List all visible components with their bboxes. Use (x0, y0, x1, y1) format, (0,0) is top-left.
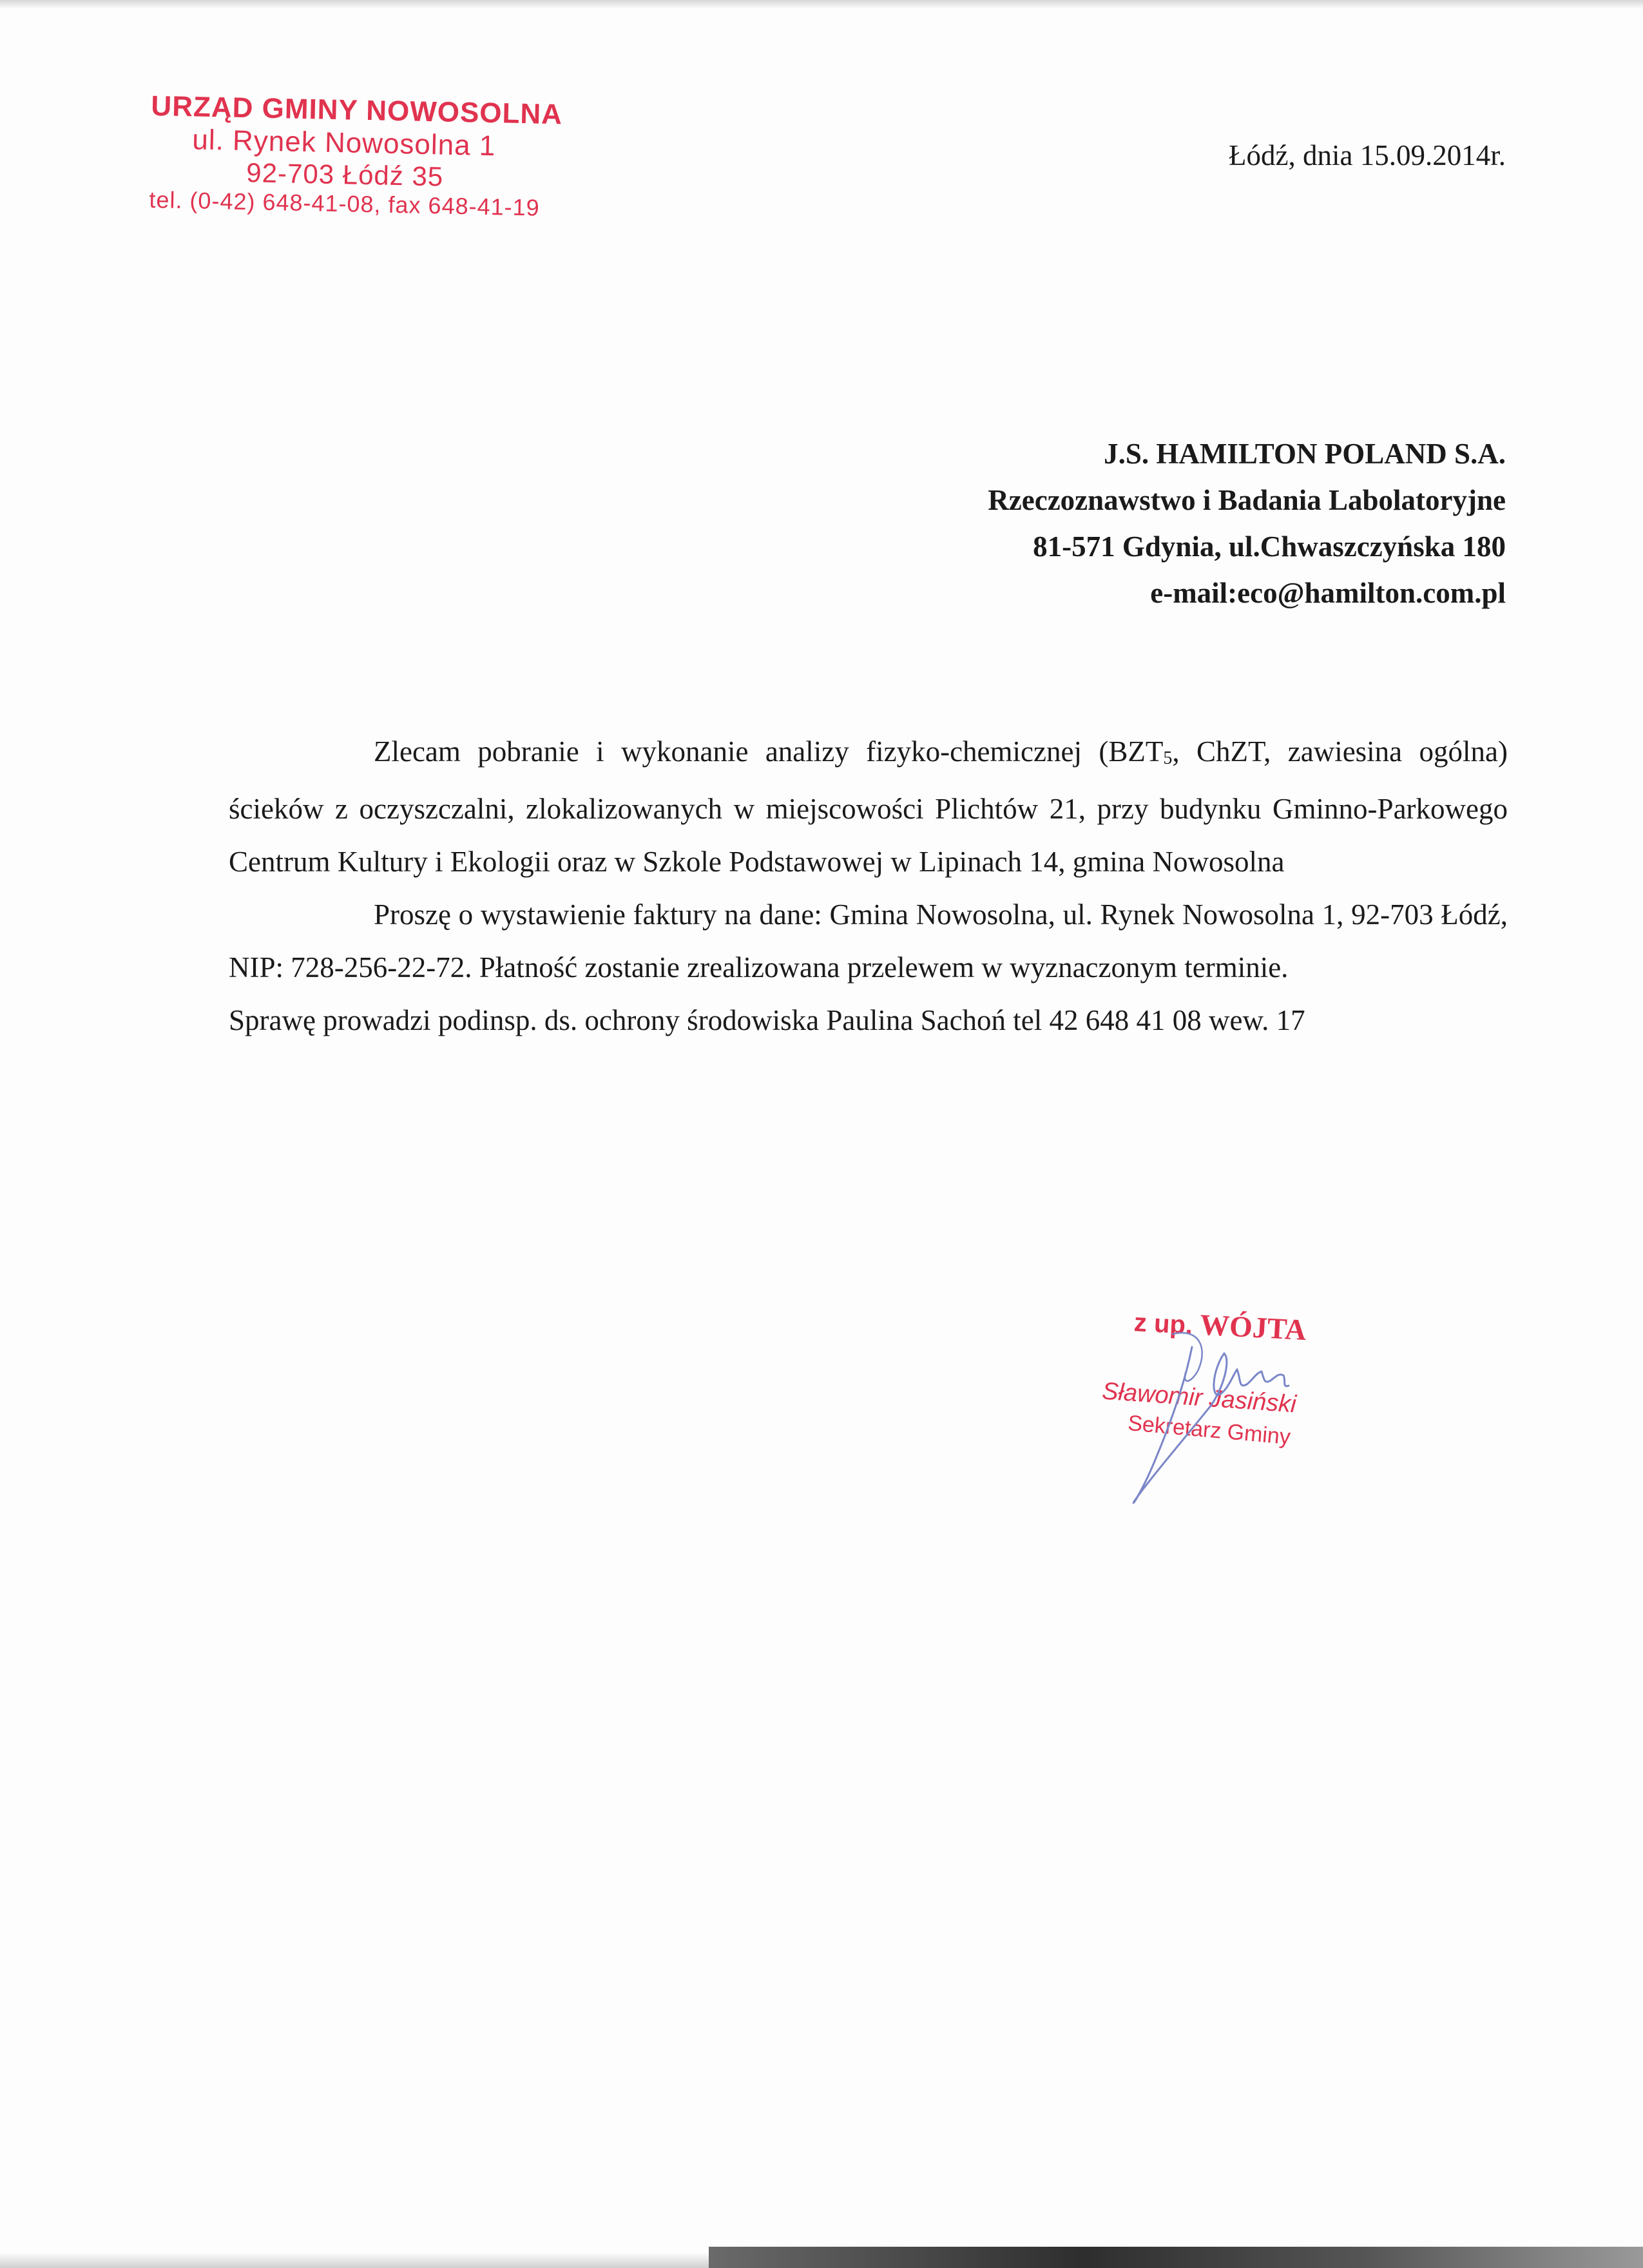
on-behalf-title: WÓJTA (1198, 1308, 1307, 1346)
scan-edge-top (0, 0, 1643, 9)
signature-loop (1173, 1333, 1202, 1381)
office-stamp (149, 90, 564, 222)
recipient-email: e-mail:eco@hamilton.com.pl (1150, 577, 1506, 609)
recipient-name: J.S. HAMILTON POLAND S.A. (1104, 438, 1506, 470)
scan-edge-bottom (709, 2247, 1643, 2268)
letter-date: Łódź, dnia 15.09.2014r. (1229, 139, 1506, 171)
signatory-role: Sekretarz Gminy (1126, 1411, 1292, 1449)
recipient-address: 81-571 Gdynia, ul.Chwaszczyńska 180 (1033, 530, 1506, 563)
stamp-line-street: ul. Rynek Nowosolna 1 (191, 123, 496, 162)
handwritten-signature (1095, 1308, 1366, 1521)
letter-body (229, 725, 1508, 1047)
stamp-line-city: 92-703 Łódź 35 (245, 157, 444, 192)
recipient-department: Rzeczoznawstwo i Badania Labolatoryjne (988, 484, 1506, 516)
signature-stroke (1133, 1347, 1289, 1503)
order-text-end: , ChZT, zawiesina ogólna) ścieków z oczyszczalni, zlokalizowanych w miejscowości Plichtów 21, przy budynku Gminno-Parkowego Centrum Kultury i Ekologii oraz w Szkole Podstawowej w Lipinach 14, gmina Nowosolna (229, 735, 1508, 878)
signature-block (1095, 1308, 1366, 1521)
order-text-start: Zlecam pobranie i wykonanie analizy fizyko-chemicznej (BZT (374, 735, 1164, 768)
body-paragraph-invoice: Proszę o wystawienie faktury na dane: Gmina Nowosolna, ul. Rynek Nowosolna 1, 92-703 Łódź, NIP: 728-256-22-72. Płatność zostanie zrealizowana przelewem w wyznaczonym terminie. (229, 898, 1508, 984)
recipient-block (988, 431, 1506, 616)
on-behalf-prefix: z up. (1133, 1308, 1194, 1340)
stamp-line-phone: tel. (0-42) 648-41-08, fax 648-41-19 (149, 186, 541, 222)
stamp-line-office: URZĄD GMINY NOWOSOLNA (150, 90, 563, 131)
signatory-name: Sławomir Jasiński (1100, 1377, 1298, 1419)
order-subscript: 5 (1163, 748, 1173, 768)
body-paragraph-order (229, 725, 1508, 888)
body-paragraph-contact: Sprawę prowadzi podinsp. ds. ochrony środowiska Paulina Sachoń tel 42 648 41 08 wew. 17 (229, 1004, 1305, 1036)
scan-edge-bottom-left (0, 2253, 709, 2268)
